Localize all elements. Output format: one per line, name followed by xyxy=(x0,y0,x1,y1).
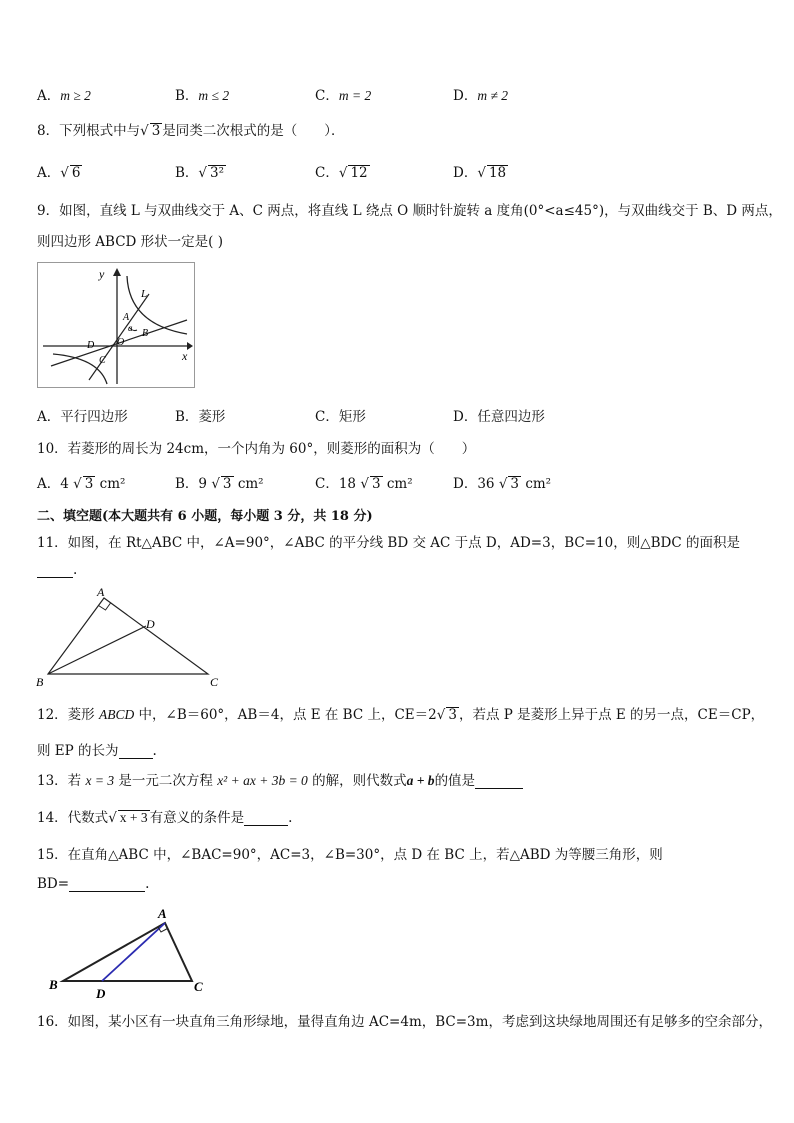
q15-figure xyxy=(44,903,214,1001)
q11-figure xyxy=(32,586,222,690)
q11-answer-blank xyxy=(37,563,73,578)
q11-label-B: B xyxy=(36,675,44,689)
q15-stem-line1: 15．在直角△ABC 中，∠BAC=90°，AC=3，∠B=30°，点 D 在 BC 上，若△ABD 为等腰三角形，则 xyxy=(37,847,663,863)
q8-option-b: B．√ 3² xyxy=(175,165,225,181)
q9-label-C: C xyxy=(99,355,106,366)
q9-label-y: y xyxy=(99,267,105,281)
q12-answer-blank xyxy=(119,744,153,759)
section-heading: 二、填空题(本大题共有 6 小题，每小题 3 分，共 18 分) xyxy=(37,509,373,524)
q9-stem-line1: 9．如图，直线 L 与双曲线交于 A、C 两点，将直线 L 绕点 O 顺时针旋转 a 度角(0°<a≤45°)，与双曲线交于 B、D 两点， xyxy=(37,203,782,219)
q16-stem-line1: 16．如图，某小区有一块直角三角形绿地，量得直角边 AC=4m，BC=3m，考虑到这块绿地周围还有足够多的空余部分， xyxy=(37,1014,772,1030)
q10-stem: 10．若菱形的周长为 24cm，一个内角为 60°，则菱形的面积为（ ） xyxy=(37,441,476,457)
q7-option-d: D．m ≠ 2 xyxy=(453,88,508,104)
q9-option-d: D．任意四边形 xyxy=(453,409,545,425)
q15-label-B: B xyxy=(49,977,58,992)
q9-label-D: D xyxy=(87,340,95,351)
q7-option-c: C．m = 2 xyxy=(315,88,372,104)
q7-option-b: B．m ≤ 2 xyxy=(175,88,230,104)
q10-option-b: B．9 √ 3 cm² xyxy=(175,476,264,492)
q15-label-C: C xyxy=(194,979,203,994)
q11-label-D: D xyxy=(146,617,155,631)
q9-label-a: a xyxy=(128,323,133,333)
q9-label-L: L xyxy=(141,288,148,300)
q14-stem: 14．代数式√ x + 3 有意义的条件是 . xyxy=(37,810,293,826)
q9-option-b: B．菱形 xyxy=(175,409,226,425)
q9-stem-line2: 则四边形 ABCD 形状一定是( ) xyxy=(37,234,223,250)
q11-stem-line1: 11．如图，在 Rt△ABC 中，∠A=90°，∠ABC 的平分线 BD 交 AC 于点 D，AD=3，BC=10，则△BDC 的面积是 xyxy=(37,535,740,551)
q11-label-A: A xyxy=(97,586,105,599)
q10-option-c: C．18 √ 3 cm² xyxy=(315,476,413,492)
q8-option-d: D．√ 18 xyxy=(453,165,507,181)
q7-option-a: A．m ≥ 2 xyxy=(37,88,91,104)
q14-answer-blank xyxy=(244,811,288,826)
q11-label-C: C xyxy=(210,675,219,689)
q9-figure xyxy=(37,262,195,388)
q11-stem-line2: . xyxy=(37,562,77,578)
q15-stem-line2: BD= . xyxy=(37,876,150,892)
q10-option-d: D．36 √ 3 cm² xyxy=(453,476,552,492)
q9-label-A: A xyxy=(123,312,130,323)
q10-option-a: A．4 √ 3 cm² xyxy=(37,476,126,492)
q8-option-c: C．√ 12 xyxy=(315,165,368,181)
q13-answer-blank xyxy=(475,774,523,789)
q12-stem-line1: 12．菱形 ABCD 中，∠B＝60°，AB＝4，点 E 在 BC 上，CE＝2√ 3 ，若点 P 是菱形上异于点 E 的另一点，CE＝CP， xyxy=(37,707,765,723)
q8-option-a: A．√ 6 xyxy=(37,165,81,181)
q9-label-O: O xyxy=(117,337,125,348)
q9-label-B: B xyxy=(142,328,149,339)
q15-answer-blank xyxy=(69,877,145,892)
q12-stem-line2: 则 EP 的长为 . xyxy=(37,743,157,759)
q9-option-c: C．矩形 xyxy=(315,409,366,425)
q9-label-x: x xyxy=(182,349,188,363)
q15-label-A: A xyxy=(158,906,167,921)
q9-option-a: A．平行四边形 xyxy=(37,409,128,425)
q8-stem: 8．下列根式中与√ 3 是同类二次根式的是（ ）． xyxy=(37,123,345,139)
q15-label-D: D xyxy=(96,986,106,1001)
q13-stem: 13．若 x = 3 是一元二次方程 x² + ax + 3b = 0 的解，则代数式a + b的值是 xyxy=(37,769,523,789)
